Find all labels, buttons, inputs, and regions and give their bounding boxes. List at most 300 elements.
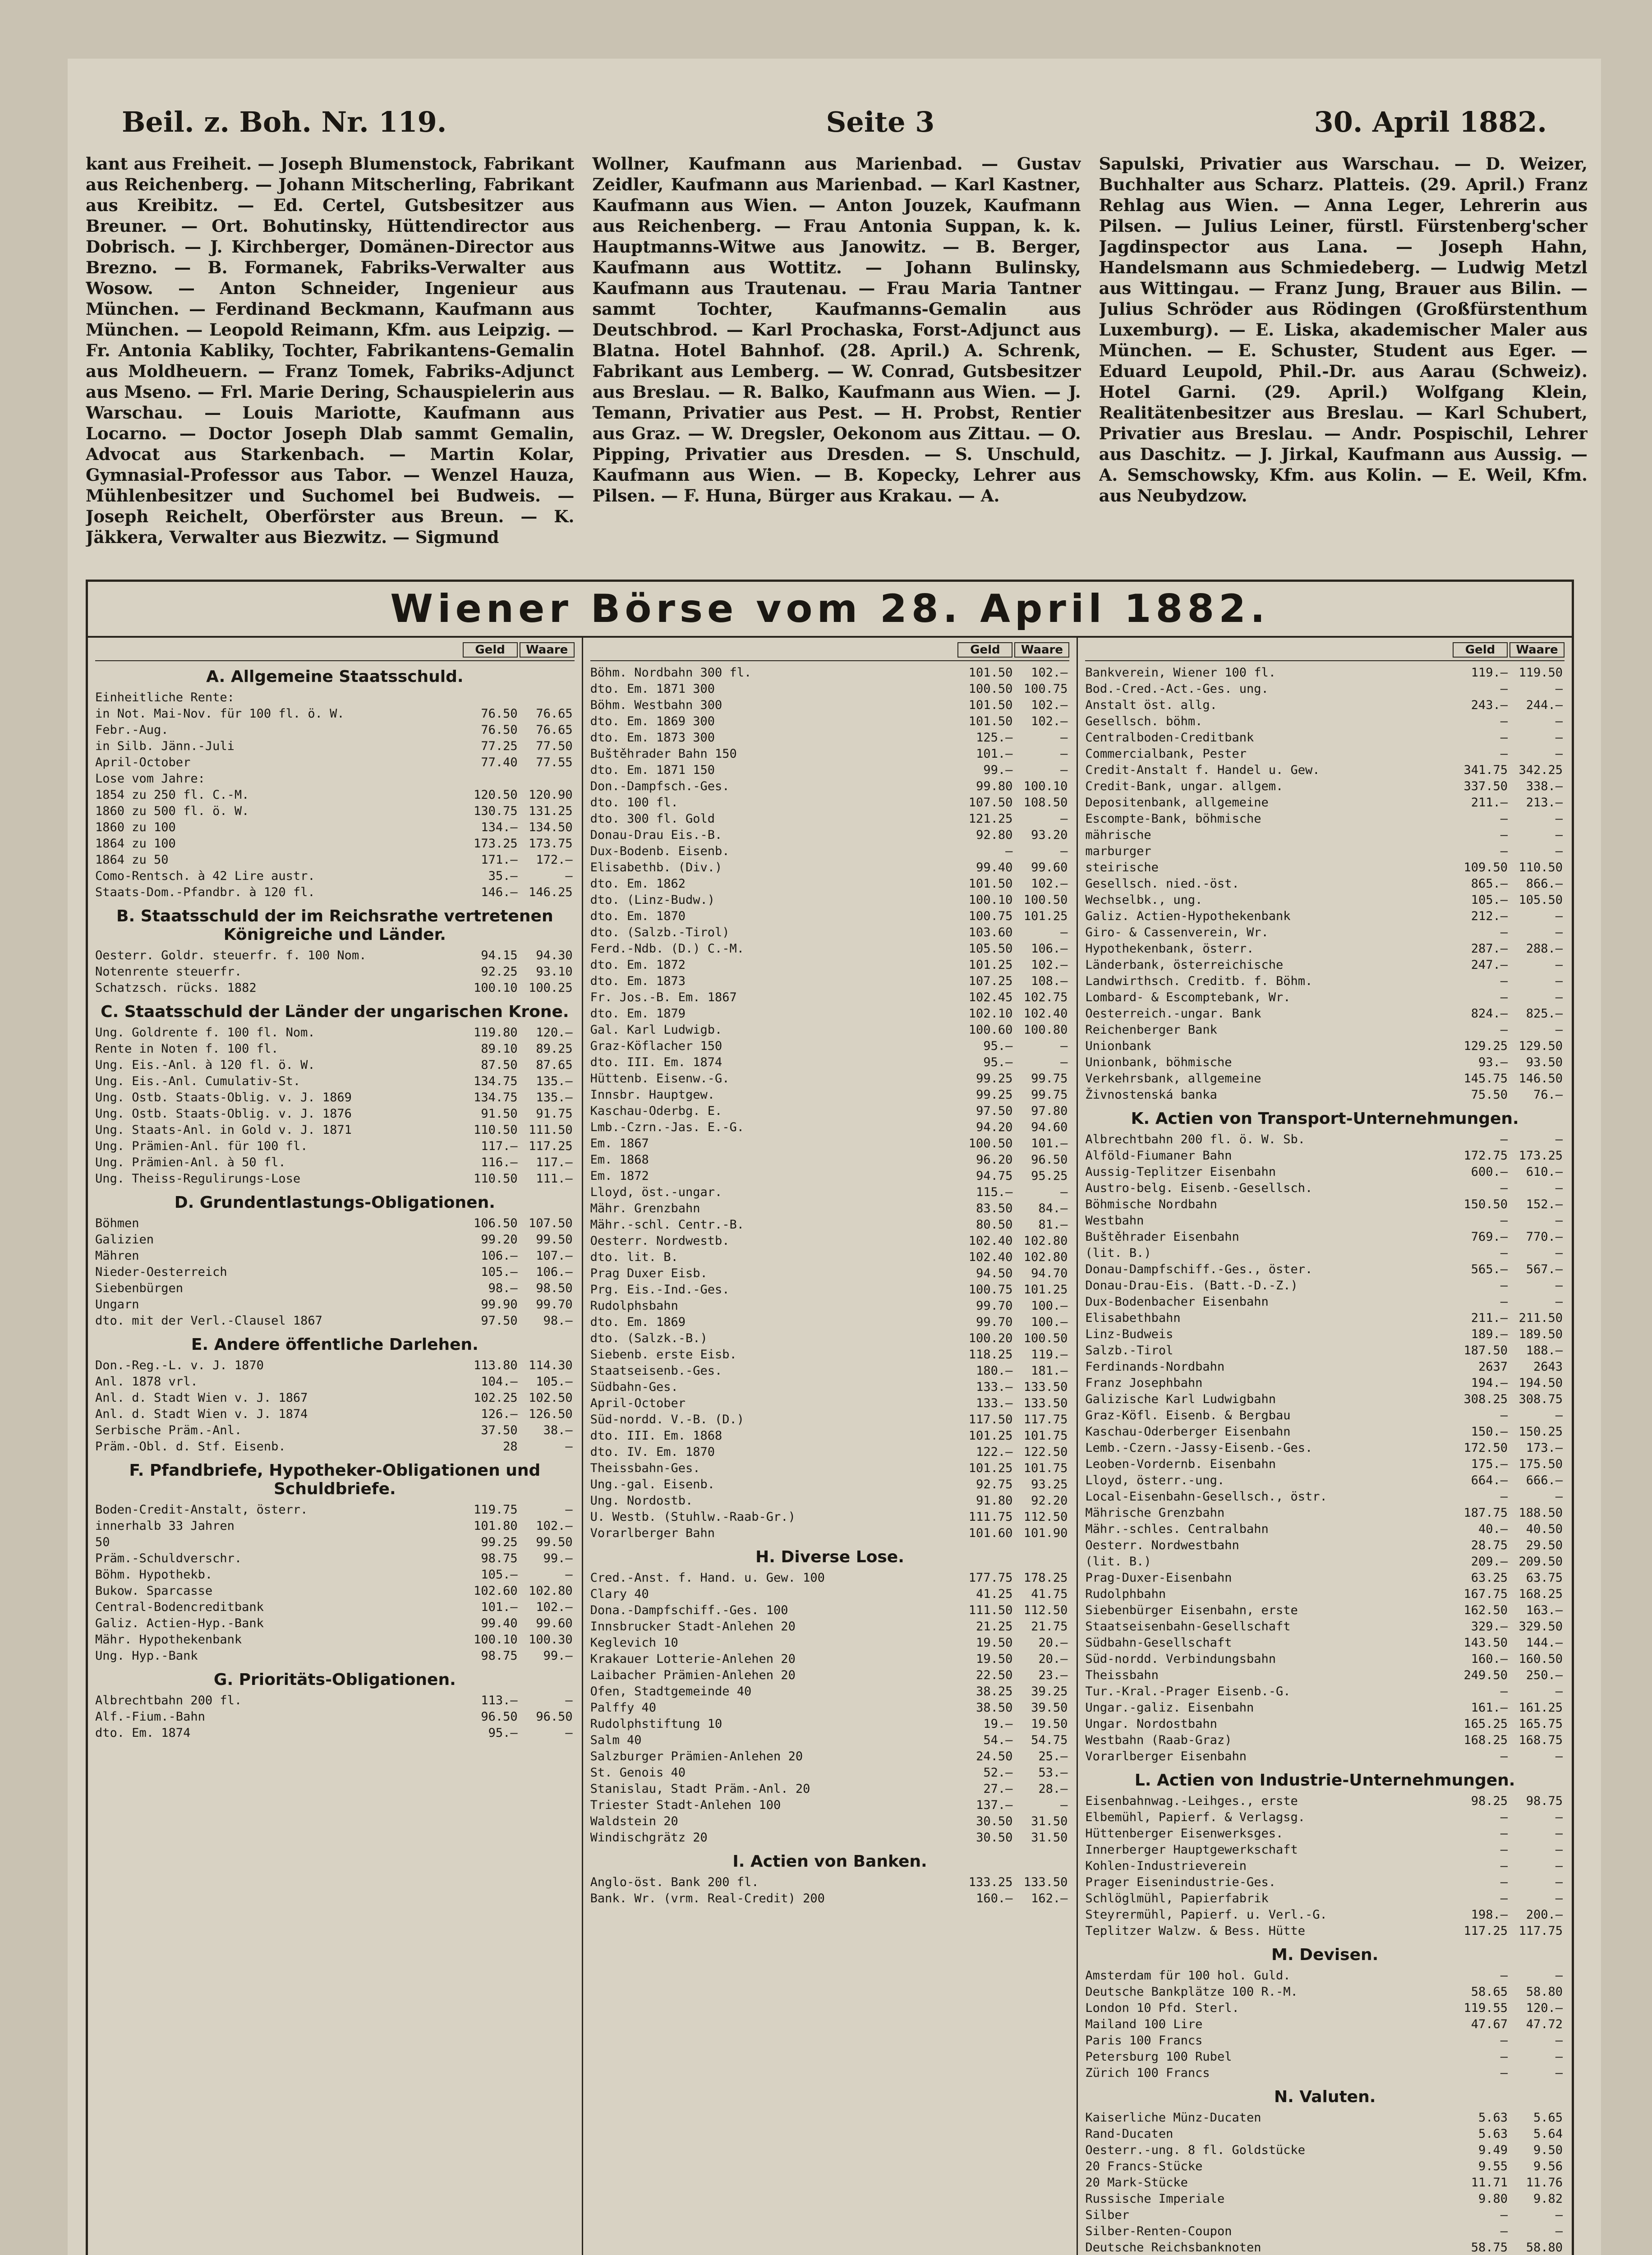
waare-value: 93.10 <box>536 965 573 979</box>
security-name: Giro- & Cassenverein, Wr. <box>1085 925 1269 939</box>
security-name: Elisabethbahn <box>1085 1311 1181 1325</box>
table-row <box>590 1684 1070 1700</box>
table-row <box>95 1551 575 1567</box>
waare-value: 11.76 <box>1526 2176 1563 2190</box>
table-row <box>95 1374 575 1390</box>
geld-value: 92.75 <box>976 1477 1013 1491</box>
waare-value: 101.25 <box>1023 909 1068 923</box>
waare-value: — <box>1060 844 1068 858</box>
security-name: Staatseisenbahn-Gesellschaft <box>1085 1620 1291 1634</box>
geld-value: 28 <box>503 1440 518 1454</box>
geld-value: 19.50 <box>976 1652 1013 1666</box>
waare-value: 99.75 <box>1031 1072 1068 1086</box>
waare-value: 189.50 <box>1519 1327 1563 1341</box>
security-name: Franz Josephbahn <box>1085 1376 1203 1390</box>
geld-value: 107.25 <box>968 974 1013 988</box>
table-row <box>590 1460 1070 1477</box>
security-name: Rand-Ducaten <box>1085 2127 1173 2141</box>
waare-value: 866.— <box>1526 877 1563 891</box>
geld-value: 95.— <box>983 1039 1013 1053</box>
waare-value: 244.— <box>1526 698 1563 712</box>
geld-value: 106.— <box>481 1249 518 1263</box>
security-name: Kaiserliche Münz-Ducaten <box>1085 2111 1261 2125</box>
waare-value: 146.25 <box>529 885 573 899</box>
column-header <box>95 642 575 661</box>
table-row <box>590 1282 1070 1298</box>
waare-value: 47.72 <box>1526 2017 1563 2031</box>
geld-value: 600.— <box>1471 1165 1508 1179</box>
geld-value: 101.80 <box>474 1519 518 1533</box>
waare-value: 102.— <box>1031 714 1068 728</box>
security-name: Siebenbürgen <box>95 1281 184 1295</box>
security-name: Einheitliche Rente: <box>95 690 235 704</box>
geld-value: 107.50 <box>968 796 1013 810</box>
waare-value: — <box>1060 763 1068 777</box>
table-row <box>95 1709 575 1725</box>
table-row <box>590 1428 1070 1444</box>
table-row <box>95 738 575 755</box>
security-name: April-October <box>590 1396 686 1410</box>
waare-value: — <box>1555 1749 1563 1763</box>
section-heading: K. Actien von Transport-Unternehmungen. <box>1131 1109 1519 1128</box>
security-name: Ungarn <box>95 1298 139 1312</box>
waare-value: — <box>1555 1295 1563 1309</box>
table-row <box>1085 1635 1565 1651</box>
table-row <box>95 771 575 787</box>
table-row <box>1085 2158 1565 2175</box>
table-row <box>1085 2223 1565 2240</box>
waare-value: 100.— <box>1031 1315 1068 1329</box>
table-row <box>95 1073 575 1090</box>
security-name: Prag Duxer Eisb. <box>590 1266 708 1280</box>
newspaper-page <box>68 59 1601 2255</box>
security-name: Ungar. Nordostbahn <box>1085 1717 1217 1731</box>
geld-value: — <box>1500 1279 1508 1293</box>
table-row <box>590 1152 1070 1168</box>
geld-value: 119.55 <box>1463 2001 1508 2015</box>
geld-value: 168.25 <box>1463 1733 1508 1747</box>
table-row <box>1085 1651 1565 1667</box>
geld-value: 133.— <box>976 1380 1013 1394</box>
geld-value: 54.— <box>983 1733 1013 1747</box>
waare-value: 117.— <box>536 1155 573 1169</box>
security-name: dto. Em. 1873 <box>590 974 686 988</box>
table-row <box>1085 2000 1565 2016</box>
geld-value: 89.10 <box>481 1042 518 1056</box>
security-name: dto. (Salzk.-B.) <box>590 1331 708 1345</box>
waare-value: 610.— <box>1526 1165 1563 1179</box>
waare-value: 120.90 <box>529 788 573 802</box>
security-name: Ung. Nordostb. <box>590 1494 693 1508</box>
security-name: Innsbr. Hauptgew. <box>590 1088 715 1102</box>
geld-value: — <box>1500 844 1508 858</box>
waare-value: 99.60 <box>536 1616 573 1630</box>
geld-value: 5.63 <box>1478 2127 1508 2141</box>
table-row <box>590 925 1070 941</box>
geld-value: 187.50 <box>1463 1344 1508 1358</box>
security-name: Laibacher Prämien-Anlehen 20 <box>590 1668 796 1682</box>
security-name: Rudolphsbahn <box>590 1299 678 1313</box>
security-name: Ungar.-galiz. Eisenbahn <box>1085 1701 1254 1715</box>
table-row <box>590 1477 1070 1493</box>
table-row <box>590 1765 1070 1781</box>
security-name: Lloyd, österr.-ung. <box>1085 1473 1225 1487</box>
geld-value: 117.— <box>481 1139 518 1153</box>
geld-value: — <box>1500 2208 1508 2222</box>
security-name: Mährische Grenzbahn <box>1085 1506 1225 1520</box>
table-row <box>1085 1006 1565 1022</box>
waare-value: 163.— <box>1526 1603 1563 1617</box>
table-row <box>1085 1278 1565 1294</box>
geld-value: 101.— <box>481 1600 518 1614</box>
geld-value: 120.50 <box>474 788 518 802</box>
geld-value: — <box>1500 925 1508 939</box>
geld-value: — <box>1500 1891 1508 1905</box>
table-row <box>1085 1132 1565 1148</box>
security-name: Bukow. Sparcasse <box>95 1584 213 1598</box>
security-name: Oesterr. Nordwestbahn <box>1085 1538 1239 1552</box>
table-row <box>1085 1858 1565 1874</box>
geld-value: 118.25 <box>968 1348 1013 1362</box>
waare-value: 99.— <box>543 1649 573 1663</box>
waare-value: — <box>1555 2224 1563 2238</box>
geld-value: 160.— <box>976 1891 1013 1905</box>
geld-value: 58.75 <box>1471 2241 1508 2255</box>
table-row <box>95 1422 575 1439</box>
security-name: Mähr. Grenzbahn <box>590 1201 700 1215</box>
waare-header: Waare <box>1509 642 1565 658</box>
security-name: Oesterr. Goldr. steuerfr. f. 100 Nom. <box>95 948 367 962</box>
waare-value: — <box>1555 1023 1563 1037</box>
table-row <box>1085 1489 1565 1505</box>
geld-value: 103.60 <box>968 925 1013 939</box>
geld-value <box>465 771 520 787</box>
security-name: Ofen, Stadtgemeinde 40 <box>590 1684 752 1698</box>
geld-value <box>465 690 520 706</box>
table-row <box>1085 1071 1565 1087</box>
security-name: Hüttenberger Eisenwerksges. <box>1085 1827 1284 1841</box>
geld-value: 100.20 <box>968 1331 1013 1345</box>
waare-value: 58.80 <box>1526 2241 1563 2255</box>
security-name: Como-Rentsch. à 42 Lire austr. <box>95 869 315 883</box>
security-name: Anglo-öst. Bank 200 fl. <box>590 1875 759 1889</box>
security-name: Landwirthsch. Creditb. f. Böhm. <box>1085 974 1313 988</box>
security-name: Staatseisenb.-Ges. <box>590 1364 722 1378</box>
geld-value: 101.25 <box>968 1429 1013 1443</box>
section-heading: C. Staatsschuld der Länder der ungarischen Krone. <box>101 1003 569 1021</box>
waare-value: 111.50 <box>529 1123 573 1137</box>
waare-value: 100.50 <box>1023 893 1068 907</box>
geld-value: — <box>1500 1214 1508 1228</box>
geld-value: 94.20 <box>976 1120 1013 1134</box>
waare-value: 96.50 <box>1031 1153 1068 1167</box>
table-row <box>95 1583 575 1599</box>
table-row <box>590 746 1070 762</box>
table-row <box>590 1586 1070 1602</box>
security-name: Ferd.-Ndb. (D.) C.-M. <box>590 942 745 956</box>
table-row <box>95 1122 575 1138</box>
geld-value: 146.— <box>481 885 518 899</box>
table-row <box>1085 713 1565 730</box>
table-row <box>95 690 575 706</box>
table-row <box>95 1041 575 1057</box>
table-row <box>590 697 1070 713</box>
geld-value: 180.— <box>976 1364 1013 1378</box>
waare-value: 172.— <box>536 853 573 867</box>
waare-value: 23.— <box>1038 1668 1068 1682</box>
table-row <box>1085 892 1565 908</box>
table-row <box>1085 876 1565 892</box>
waare-value: 81.— <box>1038 1218 1068 1232</box>
geld-value: 287.— <box>1471 942 1508 956</box>
waare-value: 39.25 <box>1031 1684 1068 1698</box>
table-row <box>590 941 1070 957</box>
security-name: Gesellsch. nied.-öst. <box>1085 877 1239 891</box>
waare-value: 101.— <box>1031 1137 1068 1151</box>
waare-value: 19.50 <box>1031 1717 1068 1731</box>
security-name: Reichenberger Bank <box>1085 1023 1217 1037</box>
geld-value: 209.— <box>1471 1555 1508 1569</box>
table-row <box>590 1891 1070 1907</box>
security-name: dto. mit der Verl.-Clausel 1867 <box>95 1314 322 1328</box>
geld-value: 92.80 <box>976 828 1013 842</box>
geld-value: 150.50 <box>1463 1197 1508 1211</box>
geld-value: 2637 <box>1478 1360 1508 1374</box>
geld-value: — <box>1500 2066 1508 2080</box>
table-row <box>590 1830 1070 1846</box>
table-row <box>1085 697 1565 713</box>
geld-value: 100.50 <box>968 1137 1013 1151</box>
security-name: Stanislau, Stadt Präm.-Anl. 20 <box>590 1782 810 1796</box>
table-row <box>95 1439 575 1455</box>
security-name: Theissbahn-Ges. <box>590 1461 700 1475</box>
security-name: Tur.-Kral.-Prager Eisenb.-G. <box>1085 1684 1291 1698</box>
security-name: Albrechtbahn 200 fl. ö. W. Sb. <box>1085 1132 1306 1146</box>
geld-value: 243.— <box>1471 698 1508 712</box>
security-name: Gal. Karl Ludwigb. <box>590 1023 722 1037</box>
waare-value: 188.50 <box>1519 1506 1563 1520</box>
waare-value: 102.80 <box>529 1584 573 1598</box>
geld-value: 98.75 <box>481 1551 518 1565</box>
geld-value: — <box>1500 2034 1508 2048</box>
waare-value: 100.25 <box>529 981 573 995</box>
waare-value: 110.50 <box>1519 861 1563 874</box>
waare-value: 93.25 <box>1031 1477 1068 1491</box>
table-row <box>95 1599 575 1615</box>
table-row <box>590 1749 1070 1765</box>
waare-value: 108.— <box>1031 974 1068 988</box>
waare-value: 94.60 <box>1031 1120 1068 1134</box>
section-heading: H. Diverse Lose. <box>755 1548 904 1566</box>
security-name: Em. 1868 <box>590 1153 649 1167</box>
table-row <box>590 1651 1070 1667</box>
security-name: Lose vom Jahre: <box>95 772 205 786</box>
exchange-column-1 <box>88 638 583 2255</box>
security-name: Silber-Renten-Coupon <box>1085 2224 1232 2238</box>
security-name: Süd-nordd. Verbindungsbahn <box>1085 1652 1276 1666</box>
table-row <box>95 948 575 964</box>
table-row <box>590 1732 1070 1749</box>
table-row <box>95 980 575 996</box>
geld-value: 121.25 <box>968 812 1013 826</box>
geld-value: 129.25 <box>1463 1039 1508 1053</box>
table-row <box>1085 1891 1565 1907</box>
waare-value: — <box>1555 1684 1563 1698</box>
geld-value: 212.— <box>1471 909 1508 923</box>
section-heading: F. Pfandbriefe, Hypotheker-Obligationen und Schuldbriefe. <box>129 1461 541 1498</box>
security-name: Ung.-gal. Eisenb. <box>590 1477 715 1491</box>
geld-value: 134.— <box>481 820 518 834</box>
waare-value: — <box>1555 828 1563 842</box>
security-name: Süd-nordd. V.-B. (D.) <box>590 1413 745 1427</box>
geld-value: 97.50 <box>976 1104 1013 1118</box>
waare-value: 102.— <box>536 1519 573 1533</box>
security-name: Siebenbürger Eisenbahn, erste <box>1085 1603 1298 1617</box>
table-row <box>590 1087 1070 1103</box>
security-name: Krakauer Lotterie-Anlehen 20 <box>590 1652 796 1666</box>
exchange-column-3 <box>1078 638 1572 2255</box>
waare-value: 76.65 <box>536 707 573 721</box>
table-row <box>1085 1391 1565 1408</box>
security-name: Em. 1872 <box>590 1169 649 1183</box>
table-row <box>1085 1197 1565 1213</box>
security-name: Donau-Drau Eis.-B. <box>590 828 722 842</box>
security-name: Lemb.-Czern.-Jassy-Eisenb.-Ges. <box>1085 1441 1313 1455</box>
security-name: Galizische Karl Ludwigbahn <box>1085 1392 1276 1406</box>
geld-value: — <box>1500 714 1508 728</box>
table-row <box>590 665 1070 681</box>
waare-value: 87.65 <box>536 1058 573 1072</box>
security-name: Escompte-Bank, böhmische <box>1085 812 1261 826</box>
waare-value: 100.30 <box>529 1633 573 1647</box>
security-name: dto. Em. 1879 <box>590 1007 686 1021</box>
table-row <box>95 1280 575 1297</box>
waare-value: 76.— <box>1533 1088 1563 1102</box>
waare-value: 105.50 <box>1519 893 1563 907</box>
geld-value: 113.80 <box>474 1358 518 1372</box>
table-row <box>1085 665 1565 681</box>
geld-value: 9.55 <box>1478 2159 1508 2173</box>
security-name: innerhalb 33 Jahren <box>95 1519 235 1533</box>
table-row <box>590 1700 1070 1716</box>
table-row <box>1085 762 1565 778</box>
waare-value: 98.50 <box>536 1281 573 1295</box>
table-row <box>590 713 1070 730</box>
security-name: dto. 300 fl. Gold <box>590 812 715 826</box>
table-row <box>95 1155 575 1171</box>
geld-value: 162.50 <box>1463 1603 1508 1617</box>
geld-value: — <box>1500 1875 1508 1889</box>
geld-value: 98.25 <box>1471 1794 1508 1808</box>
table-row <box>590 811 1070 827</box>
table-row <box>1085 1229 1565 1245</box>
table-row <box>1085 1521 1565 1537</box>
waare-value: — <box>1060 1039 1068 1053</box>
security-name: Ung. Ostb. Staats-Oblig. v. J. 1869 <box>95 1091 352 1104</box>
geld-value: 58.65 <box>1471 1985 1508 1999</box>
table-row <box>590 1716 1070 1732</box>
security-name: Deutsche Reichsbanknoten <box>1085 2241 1261 2255</box>
waare-value: 29.50 <box>1526 1538 1563 1552</box>
waare-value: 168.75 <box>1519 1733 1563 1747</box>
security-name: Notenrente steuerfr. <box>95 965 242 979</box>
table-row <box>1085 2033 1565 2049</box>
table-row <box>1085 2191 1565 2207</box>
table-row <box>1085 795 1565 811</box>
table-row <box>1085 1874 1565 1891</box>
table-row <box>95 722 575 738</box>
table-row <box>590 1525 1070 1542</box>
geld-value: 173.25 <box>474 837 518 851</box>
table-row <box>590 1363 1070 1379</box>
geld-value: 337.50 <box>1463 779 1508 793</box>
table-row <box>590 681 1070 697</box>
security-name: Innsbrucker Stadt-Anlehen 20 <box>590 1620 796 1634</box>
geld-value: — <box>1500 1295 1508 1309</box>
waare-value: 135.— <box>536 1091 573 1104</box>
geld-value: 41.25 <box>976 1587 1013 1601</box>
waare-value: 89.25 <box>536 1042 573 1056</box>
security-name: Westbahn <box>1085 1214 1144 1228</box>
waare-value: — <box>1555 974 1563 988</box>
table-row <box>1085 2049 1565 2065</box>
waare-value: 58.80 <box>1526 1985 1563 1999</box>
table-row <box>1085 1310 1565 1326</box>
waare-value: 117.75 <box>1023 1413 1068 1427</box>
section-heading: L. Actien von Industrie-Unternehmungen. <box>1134 1771 1515 1790</box>
waare-header: Waare <box>1014 642 1069 658</box>
geld-value: 9.80 <box>1478 2192 1508 2206</box>
waare-value: 102.80 <box>1023 1234 1068 1248</box>
waare-value: — <box>1555 1132 1563 1146</box>
geld-value: 100.50 <box>968 682 1013 696</box>
waare-value: 77.55 <box>536 755 573 769</box>
table-row <box>590 1184 1070 1201</box>
security-name: Credit-Bank, ungar. allgem. <box>1085 779 1284 793</box>
waare-value: 567.— <box>1526 1262 1563 1276</box>
page-header <box>122 95 1547 149</box>
security-name: dto. lit. B. <box>590 1250 678 1264</box>
security-name: Donau-Drau-Eis. (Batt.-D.-Z.) <box>1085 1279 1298 1293</box>
table-row <box>1085 908 1565 925</box>
geld-value: — <box>1500 2224 1508 2238</box>
table-row <box>590 1298 1070 1314</box>
table-row <box>1085 1684 1565 1700</box>
geld-value: 143.50 <box>1463 1636 1508 1650</box>
security-name: 1860 zu 500 fl. ö. W. <box>95 804 249 818</box>
table-row <box>95 1313 575 1329</box>
security-name: dto. III. Em. 1874 <box>590 1055 722 1069</box>
waare-value: — <box>1555 1843 1563 1857</box>
waare-value: 102.— <box>536 1600 573 1614</box>
waare-value: 101.75 <box>1023 1461 1068 1475</box>
waare-value: — <box>1555 1214 1563 1228</box>
waare-value: — <box>565 1440 573 1454</box>
waare-value: 2643 <box>1533 1360 1563 1374</box>
waare-value: 342.25 <box>1519 763 1563 777</box>
geld-value: — <box>1500 990 1508 1004</box>
security-name: 50 <box>95 1535 110 1549</box>
table-row <box>1085 1716 1565 1732</box>
geld-value: 308.25 <box>1463 1392 1508 1406</box>
security-name: Elbemühl, Papierf. & Verlagsg. <box>1085 1810 1306 1824</box>
table-row <box>590 730 1070 746</box>
table-row <box>1085 957 1565 973</box>
table-row <box>1085 973 1565 989</box>
waare-value: — <box>1555 731 1563 745</box>
waare-value: 825.— <box>1526 1007 1563 1021</box>
waare-value: 25.— <box>1038 1749 1068 1763</box>
